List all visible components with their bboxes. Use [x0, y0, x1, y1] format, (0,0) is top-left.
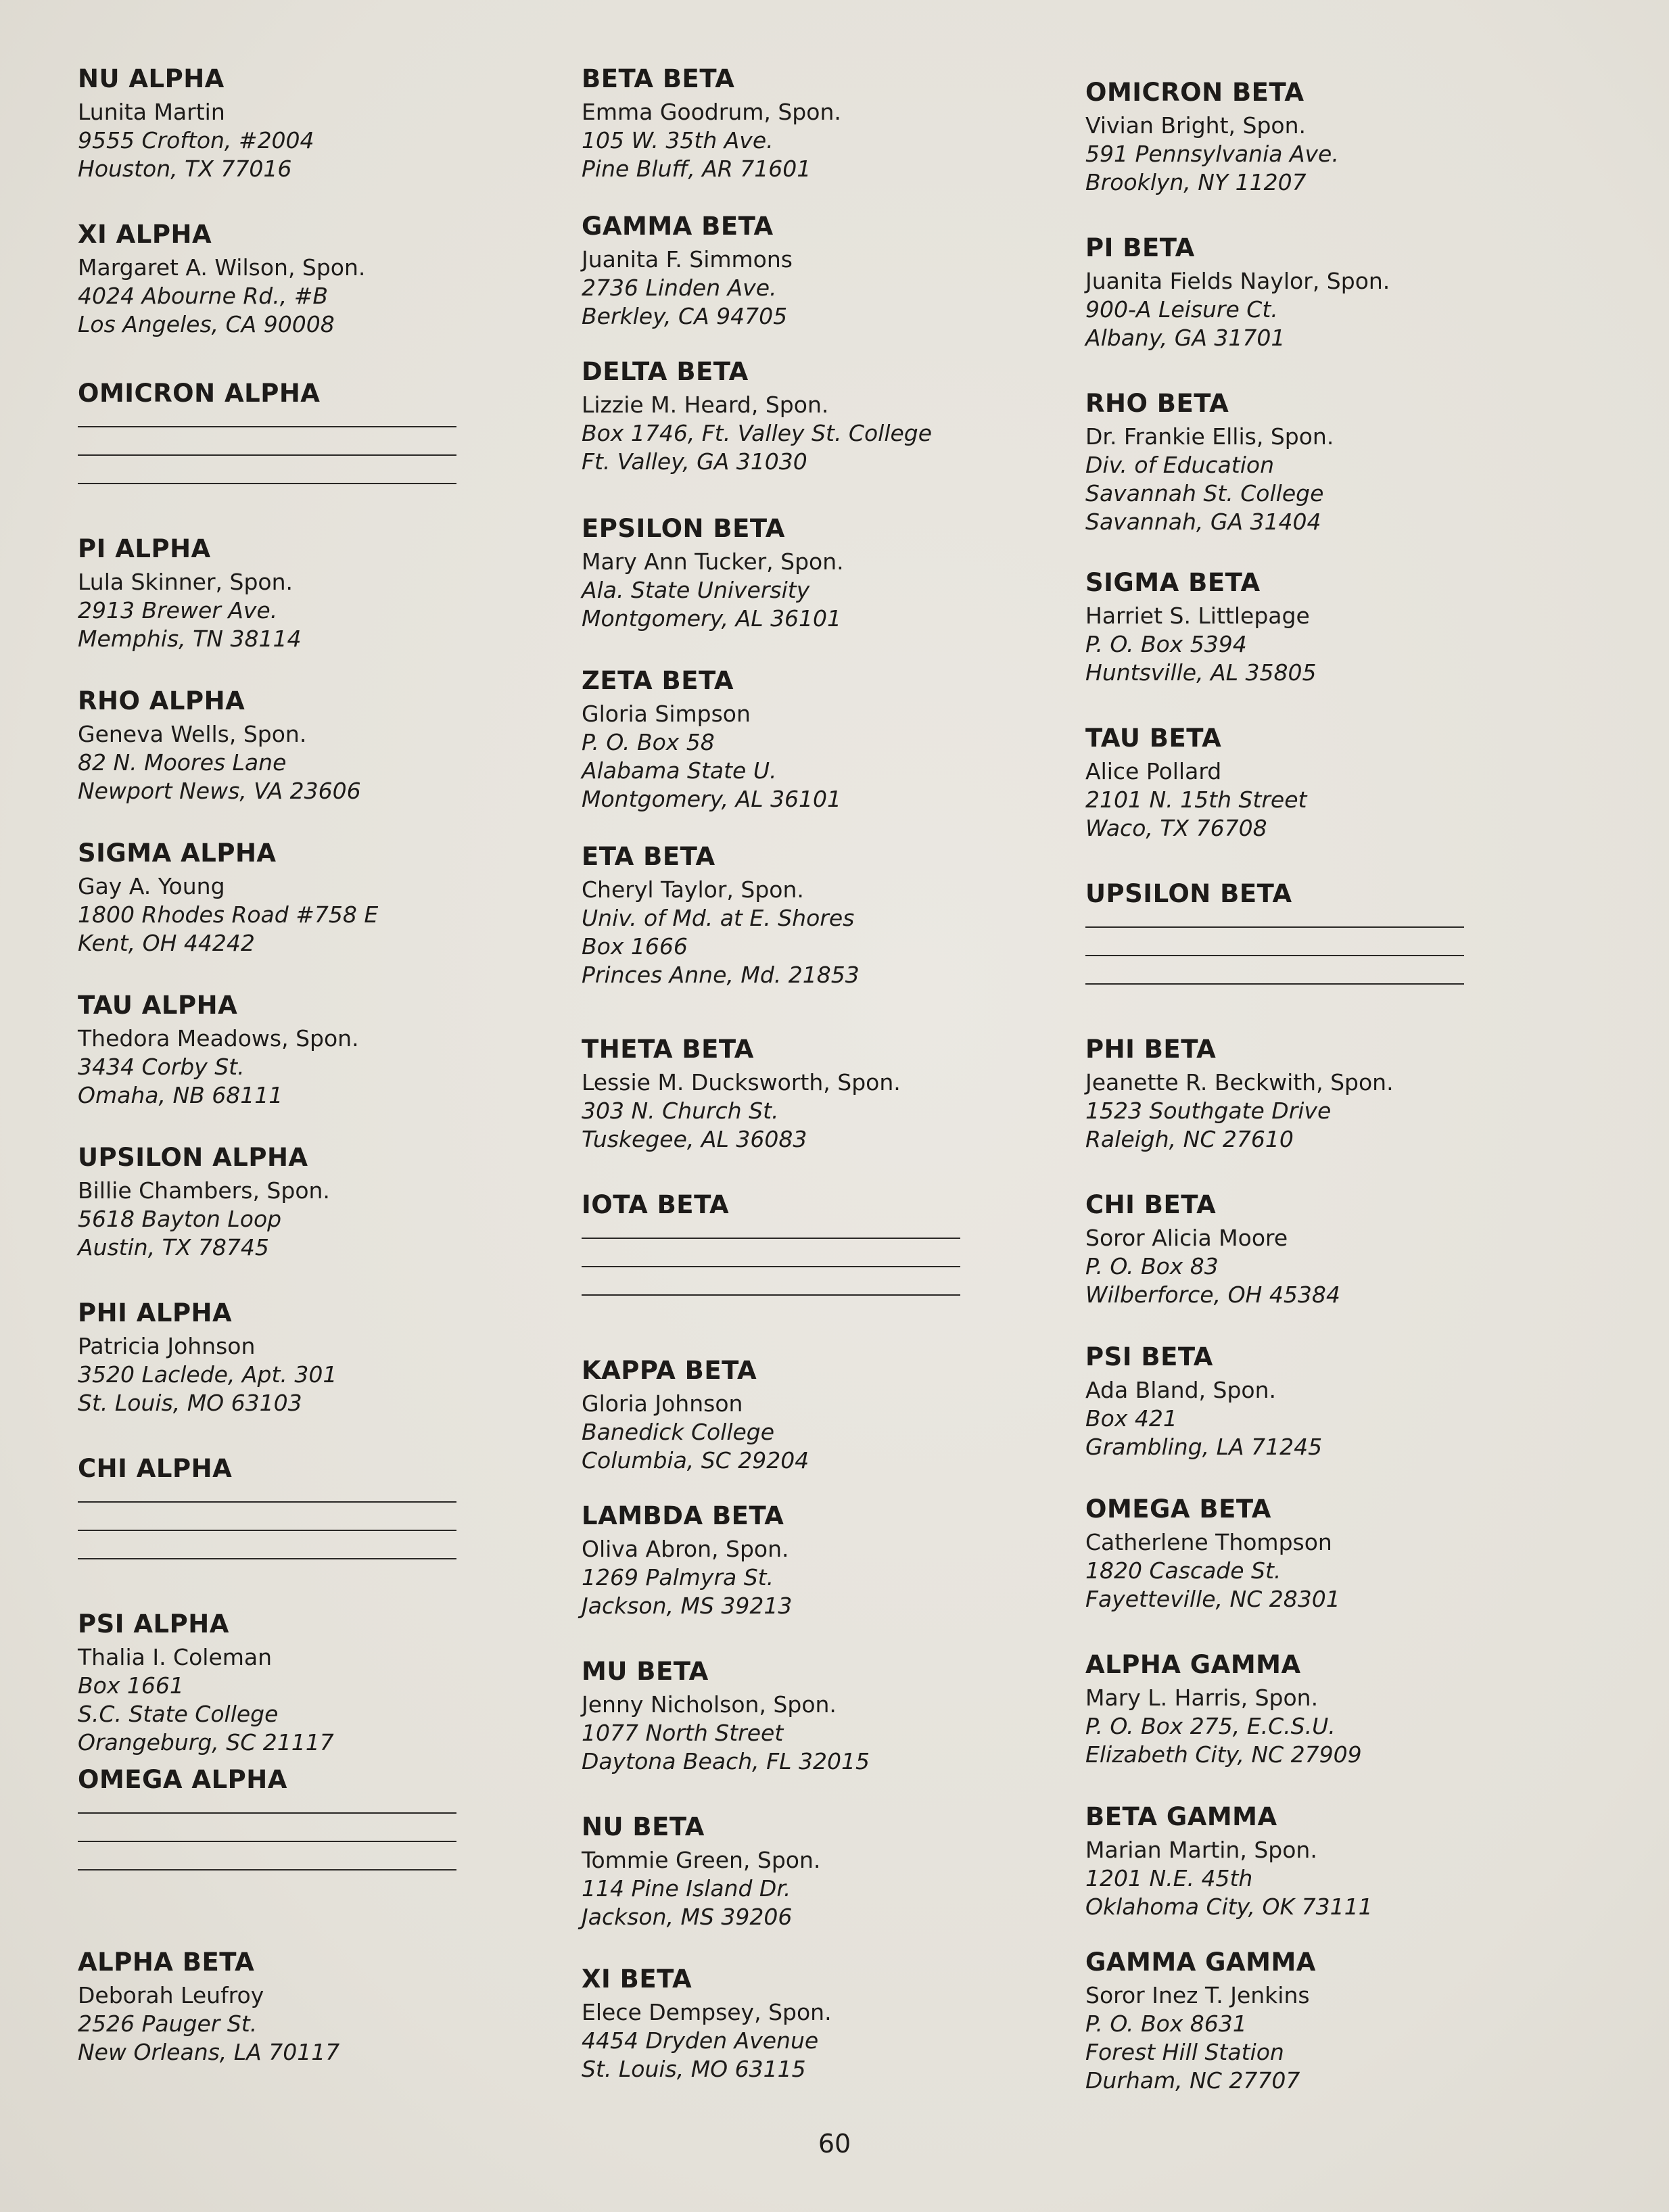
address-line: Savannah St. College	[1085, 480, 1324, 507]
chapter-entry	[582, 1035, 1041, 1154]
chapter-entry	[1085, 389, 1545, 536]
chapter-entry	[582, 842, 1041, 989]
address-line: Columbia, SC 29204	[582, 1447, 809, 1474]
sponsor-name: Gloria Johnson	[582, 1390, 743, 1417]
chapter-name: NU BETA	[582, 1812, 705, 1841]
address-line: Montgomery, AL 36101	[582, 786, 842, 812]
sponsor-name: Elece Dempsey, Spon.	[582, 1999, 832, 2025]
sponsor-name: Jeanette R. Beckwith, Spon.	[1085, 1069, 1394, 1096]
sponsor-name: Juanita F. Simmons	[582, 246, 793, 273]
chapter-entry	[78, 1948, 538, 2067]
chapter-entry	[78, 1609, 538, 1757]
sponsor-name: Mary Ann Tucker, Spon.	[582, 548, 844, 575]
chapter-name: ALPHA BETA	[78, 1948, 255, 1977]
address-line: St. Louis, MO 63115	[582, 2056, 806, 2082]
address-line: Huntsville, AL 35805	[1085, 659, 1317, 686]
blank-line	[78, 1869, 456, 1870]
address-line: Elizabeth City, NC 27909	[1085, 1741, 1362, 1768]
chapter-entry	[78, 1765, 538, 1870]
chapter-name: OMEGA ALPHA	[78, 1765, 287, 1794]
chapter-name: XI ALPHA	[78, 220, 212, 249]
address-line: Box 1661	[78, 1672, 184, 1699]
address-line: Jackson, MS 39206	[582, 1904, 793, 1930]
sponsor-name: Soror Alicia Moore	[1085, 1225, 1288, 1251]
chapter-name: BETA GAMMA	[1085, 1802, 1277, 1831]
sponsor-name: Patricia Johnson	[78, 1333, 256, 1359]
address-line: Ft. Valley, GA 31030	[582, 448, 807, 475]
address-line: New Orleans, LA 70117	[78, 2039, 340, 2065]
address-line: Albany, GA 31701	[1085, 325, 1286, 351]
sponsor-name: Lula Skinner, Spon.	[78, 569, 293, 595]
sponsor-name: Geneva Wells, Spon.	[78, 721, 307, 747]
address-line: 2913 Brewer Ave.	[78, 597, 278, 623]
address-line: Alabama State U.	[582, 757, 777, 784]
blank-line	[582, 1238, 960, 1239]
address-line: Pine Bluff, AR 71601	[582, 156, 812, 182]
address-line: Daytona Beach, FL 32015	[582, 1748, 870, 1774]
page-number: 60	[818, 2129, 851, 2159]
address-line: Box 421	[1085, 1405, 1177, 1432]
chapter-entry	[1085, 1948, 1545, 2095]
address-line: St. Louis, MO 63103	[78, 1390, 302, 1416]
sponsor-name: Lizzie M. Heard, Spon.	[582, 392, 829, 418]
chapter-name: ALPHA GAMMA	[1085, 1650, 1301, 1679]
address-line: 82 N. Moores Lane	[78, 749, 287, 776]
address-line: Box 1666	[582, 933, 688, 960]
address-line: Wilberforce, OH 45384	[1085, 1281, 1340, 1308]
chapter-entry	[78, 534, 538, 653]
chapter-entry	[78, 64, 538, 183]
chapter-entry	[582, 1964, 1041, 2084]
sponsor-name: Alice Pollard	[1085, 758, 1222, 784]
sponsor-name: Thalia I. Coleman	[78, 1644, 273, 1670]
chapter-name: GAMMA BETA	[582, 212, 774, 241]
blank-line	[78, 1812, 456, 1814]
chapter-entry	[1085, 1495, 1545, 1614]
address-line: 2736 Linden Ave.	[582, 275, 777, 301]
chapter-entry	[1085, 1802, 1545, 1921]
sponsor-name: Tommie Green, Spon.	[582, 1847, 821, 1873]
address-line: 1800 Rhodes Road #758 E	[78, 901, 379, 928]
blank-line	[78, 1501, 456, 1503]
chapter-entry	[1085, 1035, 1545, 1154]
chapter-entry	[1085, 233, 1545, 352]
address-line: Jackson, MS 39213	[582, 1593, 793, 1619]
chapter-name: THETA BETA	[582, 1035, 754, 1064]
sponsor-name: Juanita Fields Naylor, Spon.	[1085, 268, 1390, 294]
sponsor-name: Lunita Martin	[78, 99, 225, 125]
blank-line	[78, 1558, 456, 1559]
address-line: 2526 Pauger St.	[78, 2010, 258, 2037]
address-line: 303 N. Church St.	[582, 1098, 779, 1124]
address-line: Forest Hill Station	[1085, 2039, 1284, 2065]
chapter-name: OMICRON ALPHA	[78, 379, 321, 408]
chapter-name: DELTA BETA	[582, 357, 749, 386]
address-line: Tuskegee, AL 36083	[582, 1126, 807, 1152]
blank-line	[78, 483, 456, 484]
address-line: Fayetteville, NC 28301	[1085, 1586, 1340, 1612]
address-line: 5618 Bayton Loop	[78, 1206, 282, 1232]
chapter-name: UPSILON ALPHA	[78, 1143, 308, 1172]
chapter-entry	[1085, 879, 1545, 985]
chapter-name: PI ALPHA	[78, 534, 211, 563]
address-line: 1077 North Street	[582, 1720, 784, 1746]
sponsor-name: Mary L. Harris, Spon.	[1085, 1685, 1319, 1711]
address-line: P. O. Box 8631	[1085, 2010, 1247, 2037]
chapter-entry	[78, 220, 538, 339]
blank-line	[78, 454, 456, 456]
sponsor-name: Soror Inez T. Jenkins	[1085, 1982, 1310, 2008]
blank-line	[78, 426, 456, 427]
address-line: 3520 Laclede, Apt. 301	[78, 1361, 337, 1388]
address-line: P. O. Box 275, E.C.S.U.	[1085, 1713, 1336, 1739]
chapter-name: TAU BETA	[1085, 724, 1222, 753]
sponsor-name: Billie Chambers, Spon.	[78, 1177, 330, 1204]
sponsor-name: Jenny Nicholson, Spon.	[582, 1691, 837, 1718]
address-line: Univ. of Md. at E. Shores	[582, 905, 855, 931]
chapter-name: PSI BETA	[1085, 1342, 1213, 1371]
chapter-entry	[582, 1657, 1041, 1776]
blank-line	[78, 1841, 456, 1842]
chapter-name: MU BETA	[582, 1657, 709, 1686]
chapter-entry	[582, 1501, 1041, 1620]
address-line: Orangeburg, SC 21117	[78, 1729, 334, 1756]
chapter-name: EPSILON BETA	[582, 514, 785, 543]
chapter-entry	[582, 64, 1041, 183]
chapter-entry	[78, 379, 538, 484]
address-line: 1201 N.E. 45th	[1085, 1865, 1253, 1891]
sponsor-name: Marian Martin, Spon.	[1085, 1837, 1317, 1863]
sponsor-name: Margaret A. Wilson, Spon.	[78, 254, 366, 281]
chapter-entry	[1085, 1190, 1545, 1309]
sponsor-name: Gloria Simpson	[582, 701, 751, 727]
blank-line	[1085, 983, 1464, 985]
sponsor-name: Ada Bland, Spon.	[1085, 1377, 1277, 1403]
sponsor-name: Dr. Frankie Ellis, Spon.	[1085, 423, 1334, 450]
address-line: 114 Pine Island Dr.	[582, 1875, 791, 1902]
address-line: P. O. Box 5394	[1085, 631, 1247, 657]
address-line: Montgomery, AL 36101	[582, 605, 842, 632]
address-line: 591 Pennsylvania Ave.	[1085, 141, 1339, 167]
address-line: 2101 N. 15th Street	[1085, 786, 1307, 813]
chapter-name: OMEGA BETA	[1085, 1495, 1271, 1524]
chapter-name: RHO BETA	[1085, 389, 1229, 418]
address-line: Berkley, CA 94705	[582, 303, 788, 329]
address-line: Memphis, TN 38114	[78, 626, 302, 652]
blank-line	[78, 1530, 456, 1531]
address-line: Waco, TX 76708	[1085, 815, 1267, 841]
address-line: Houston, TX 77016	[78, 156, 292, 182]
address-line: Savannah, GA 31404	[1085, 509, 1321, 535]
address-line: Box 1746, Ft. Valley St. College	[582, 420, 933, 446]
sponsor-name: Thedora Meadows, Spon.	[78, 1025, 359, 1052]
sponsor-name: Oliva Abron, Spon.	[582, 1536, 789, 1562]
chapter-name: CHI BETA	[1085, 1190, 1217, 1219]
chapter-entry	[78, 686, 538, 805]
address-line: Banedick College	[582, 1419, 775, 1445]
chapter-entry	[78, 1454, 538, 1559]
address-line: 1269 Palmyra St.	[582, 1564, 774, 1591]
address-line: Div. of Education	[1085, 452, 1274, 478]
address-line: Durham, NC 27707	[1085, 2067, 1300, 2094]
address-line: Ala. State University	[582, 577, 810, 603]
chapter-name: KAPPA BETA	[582, 1356, 757, 1385]
chapter-name: PI BETA	[1085, 233, 1195, 262]
blank-line	[1085, 955, 1464, 956]
address-line: Brooklyn, NY 11207	[1085, 169, 1307, 195]
blank-line	[582, 1294, 960, 1296]
chapter-name: CHI ALPHA	[78, 1454, 233, 1483]
address-line: 1523 Southgate Drive	[1085, 1098, 1332, 1124]
chapter-name: TAU ALPHA	[78, 991, 238, 1020]
address-line: S.C. State College	[78, 1701, 279, 1727]
chapter-entry	[78, 1298, 538, 1417]
chapter-entry	[78, 991, 538, 1110]
chapter-name: LAMBDA BETA	[582, 1501, 784, 1530]
chapter-name: PSI ALPHA	[78, 1609, 229, 1639]
chapter-entry	[1085, 568, 1545, 687]
chapter-name: BETA BETA	[582, 64, 735, 93]
chapter-entry	[582, 1190, 1041, 1296]
chapter-entry	[582, 357, 1041, 476]
address-line: 4024 Abourne Rd., #B	[78, 283, 329, 309]
chapter-entry	[78, 839, 538, 958]
address-line: 105 W. 35th Ave.	[582, 127, 774, 154]
chapter-entry	[1085, 1342, 1545, 1461]
chapter-entry	[1085, 724, 1545, 843]
sponsor-name: Deborah Leufroy	[78, 1982, 264, 2008]
chapter-name: XI BETA	[582, 1964, 692, 1994]
address-line: 1820 Cascade St.	[1085, 1557, 1282, 1584]
chapter-entry	[582, 1812, 1041, 1931]
chapter-name: GAMMA GAMMA	[1085, 1948, 1316, 1977]
sponsor-name: Catherlene Thompson	[1085, 1529, 1332, 1555]
chapter-name: IOTA BETA	[582, 1190, 730, 1219]
sponsor-name: Lessie M. Ducksworth, Spon.	[582, 1069, 901, 1096]
sponsor-name: Harriet S. Littlepage	[1085, 603, 1310, 629]
chapter-name: ZETA BETA	[582, 666, 734, 695]
chapter-entry	[1085, 78, 1545, 197]
address-line: 4454 Dryden Avenue	[582, 2027, 819, 2054]
chapter-name: PHI ALPHA	[78, 1298, 233, 1327]
chapter-name: ETA BETA	[582, 842, 715, 871]
address-line: Newport News, VA 23606	[78, 778, 361, 804]
chapter-name: SIGMA BETA	[1085, 568, 1261, 597]
sponsor-name: Cheryl Taylor, Spon.	[582, 876, 804, 903]
address-line: Austin, TX 78745	[78, 1234, 269, 1261]
address-line: Princes Anne, Md. 21853	[582, 962, 860, 988]
address-line: Omaha, NB 68111	[78, 1082, 283, 1108]
chapter-name: SIGMA ALPHA	[78, 839, 277, 868]
chapter-name: PHI BETA	[1085, 1035, 1217, 1064]
address-line: Kent, OH 44242	[78, 930, 255, 956]
chapter-entry	[1085, 1650, 1545, 1769]
chapter-entry	[582, 212, 1041, 331]
address-line: Oklahoma City, OK 73111	[1085, 1893, 1373, 1920]
address-line: 900-A Leisure Ct.	[1085, 296, 1278, 323]
address-line: Raleigh, NC 27610	[1085, 1126, 1294, 1152]
chapter-entry	[582, 514, 1041, 633]
sponsor-name: Vivian Bright, Spon.	[1085, 112, 1306, 139]
address-line: 9555 Crofton, #2004	[78, 127, 314, 154]
address-line: P. O. Box 58	[582, 729, 715, 755]
chapter-entry	[78, 1143, 538, 1262]
chapter-name: RHO ALPHA	[78, 686, 245, 715]
address-line: 3434 Corby St.	[78, 1054, 245, 1080]
blank-line	[582, 1266, 960, 1267]
address-line: Grambling, LA 71245	[1085, 1434, 1323, 1460]
sponsor-name: Emma Goodrum, Spon.	[582, 99, 841, 125]
chapter-entry	[582, 1356, 1041, 1475]
chapter-name: NU ALPHA	[78, 64, 225, 93]
chapter-entry	[582, 666, 1041, 814]
chapter-name: OMICRON BETA	[1085, 78, 1304, 107]
sponsor-name: Gay A. Young	[78, 873, 225, 899]
blank-line	[1085, 926, 1464, 928]
address-line: Los Angeles, CA 90008	[78, 311, 335, 337]
chapter-name: UPSILON BETA	[1085, 879, 1292, 908]
address-line: P. O. Box 83	[1085, 1253, 1219, 1279]
